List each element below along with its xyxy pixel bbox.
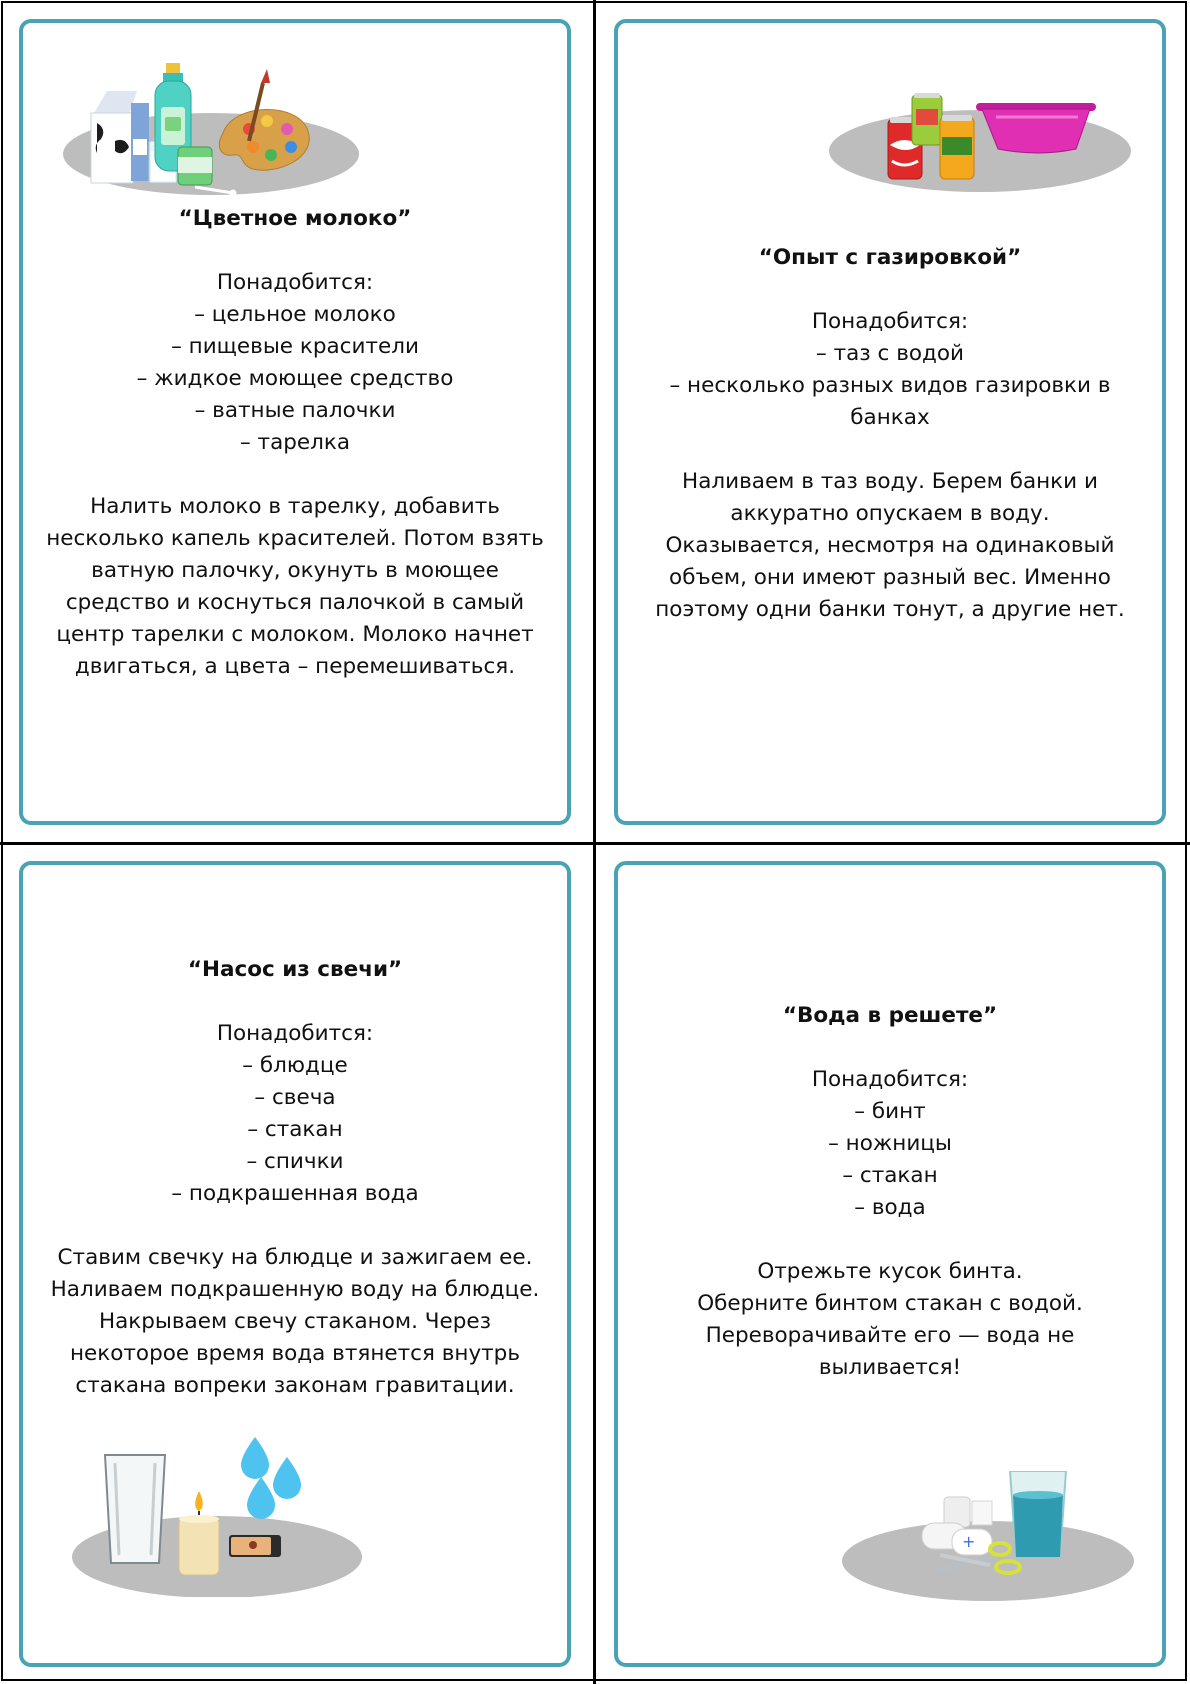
supply-item: – ватные палочки [194, 398, 396, 423]
instruction-line: аккуратно опускаем в воду. [730, 501, 1050, 526]
matchbox-icon [229, 1535, 281, 1557]
instruction-line: несколько капель красителей. Потом взять [46, 526, 544, 551]
paint-palette-icon [219, 69, 309, 170]
water-glass-icon [1010, 1471, 1066, 1557]
supply-item: – ножницы [828, 1131, 952, 1156]
card-content [39, 203, 551, 683]
supply-item: банках [850, 405, 930, 430]
instruction-line: Оказывается, несмотря на одинаковый [665, 533, 1115, 558]
instruction-line: Наливаем в таз воду. Берем банки и [682, 469, 1098, 494]
candle-icon [179, 1491, 219, 1575]
instruction-line: ватную палочку, окунуть в моющее [91, 558, 499, 583]
instruction-line: Ставим свечку на блюдце и зажигаем ее. [57, 1245, 533, 1270]
card-content [634, 242, 1146, 626]
supply-item: – таз с водой [815, 341, 965, 366]
supply-item: – спички [246, 1149, 344, 1174]
water-drops-icon [241, 1437, 301, 1519]
instruction-line: Налить молоко в тарелку, добавить [90, 494, 500, 519]
instruction-line: Отрежьте кусок бинта. [757, 1259, 1023, 1284]
needs-label: Понадобится: [216, 1021, 374, 1046]
experiment-card-soda [614, 19, 1166, 825]
needs-label: Понадобится: [811, 309, 969, 334]
supply-item: – цельное молоко [194, 302, 396, 327]
instruction-line: центр тарелки с молоком. Молоко начнет [56, 622, 534, 647]
supply-item: – блюдце [242, 1053, 348, 1078]
supply-item: – свеча [254, 1085, 336, 1110]
instruction-line: Наливаем подкрашенную воду на блюдце. [50, 1277, 540, 1302]
instruction-line: Оберните бинтом стакан с водой. [697, 1291, 1083, 1316]
supply-item: – несколько разных видов газировки в [669, 373, 1111, 398]
instruction-line: поэтому одни банки тонут, а другие нет. [655, 597, 1125, 622]
supply-item: – бинт [854, 1099, 926, 1124]
supply-item: – тарелка [239, 430, 351, 455]
cut-line-horizontal [0, 842, 1190, 845]
experiment-title: “Вода в решете” [782, 1003, 998, 1028]
card-content [39, 954, 551, 1402]
instruction-line: средство и коснуться палочкой в самый [65, 590, 525, 615]
instruction-line: выливается! [818, 1355, 962, 1380]
experiment-title: “Цветное молоко” [178, 206, 412, 231]
experiment-card-candle-pump [19, 861, 571, 1667]
supply-item: – стакан [842, 1163, 938, 1188]
instruction-line: двигаться, а цвета – перемешиваться. [74, 654, 516, 679]
needs-label: Понадобится: [216, 270, 374, 295]
experiment-title: “Насос из свечи” [187, 957, 403, 982]
lime-soda-can-icon [912, 93, 942, 145]
supply-item: – стакан [247, 1117, 343, 1142]
soda-cans-basin-illustration [828, 73, 1138, 193]
instruction-line: Переворачивайте его — вода не [705, 1323, 1075, 1348]
experiment-card-water-sieve [614, 861, 1166, 1667]
milk-carton-icon [91, 91, 149, 183]
bandage-scissors-glass-illustration [840, 1471, 1134, 1601]
milk-experiment-items-illustration [63, 43, 363, 203]
orange-soda-can-icon [940, 115, 974, 179]
supply-item: – вода [854, 1195, 926, 1220]
instruction-line: объем, они имеют разный вес. Именно [669, 565, 1111, 590]
instruction-line: некоторое время вода втянется внутрь [69, 1341, 521, 1366]
glass-candle-matches-illustration [71, 1431, 363, 1597]
instruction-line: стакана вопреки законам гравитации. [75, 1373, 515, 1398]
svg-text:+: + [962, 1532, 976, 1551]
experiment-card-colored-milk [19, 19, 571, 825]
instruction-line: Накрываем свечу стаканом. Через [98, 1309, 492, 1334]
needs-label: Понадобится: [811, 1067, 969, 1092]
drinking-glass-icon [105, 1455, 165, 1563]
experiment-title: “Опыт с газировкой” [758, 245, 1022, 270]
supply-item: – подкрашенная вода [171, 1181, 419, 1206]
card-content [634, 1000, 1146, 1384]
supply-item: – пищевые красители [171, 334, 419, 359]
supply-item: – жидкое моющее средство [136, 366, 454, 391]
